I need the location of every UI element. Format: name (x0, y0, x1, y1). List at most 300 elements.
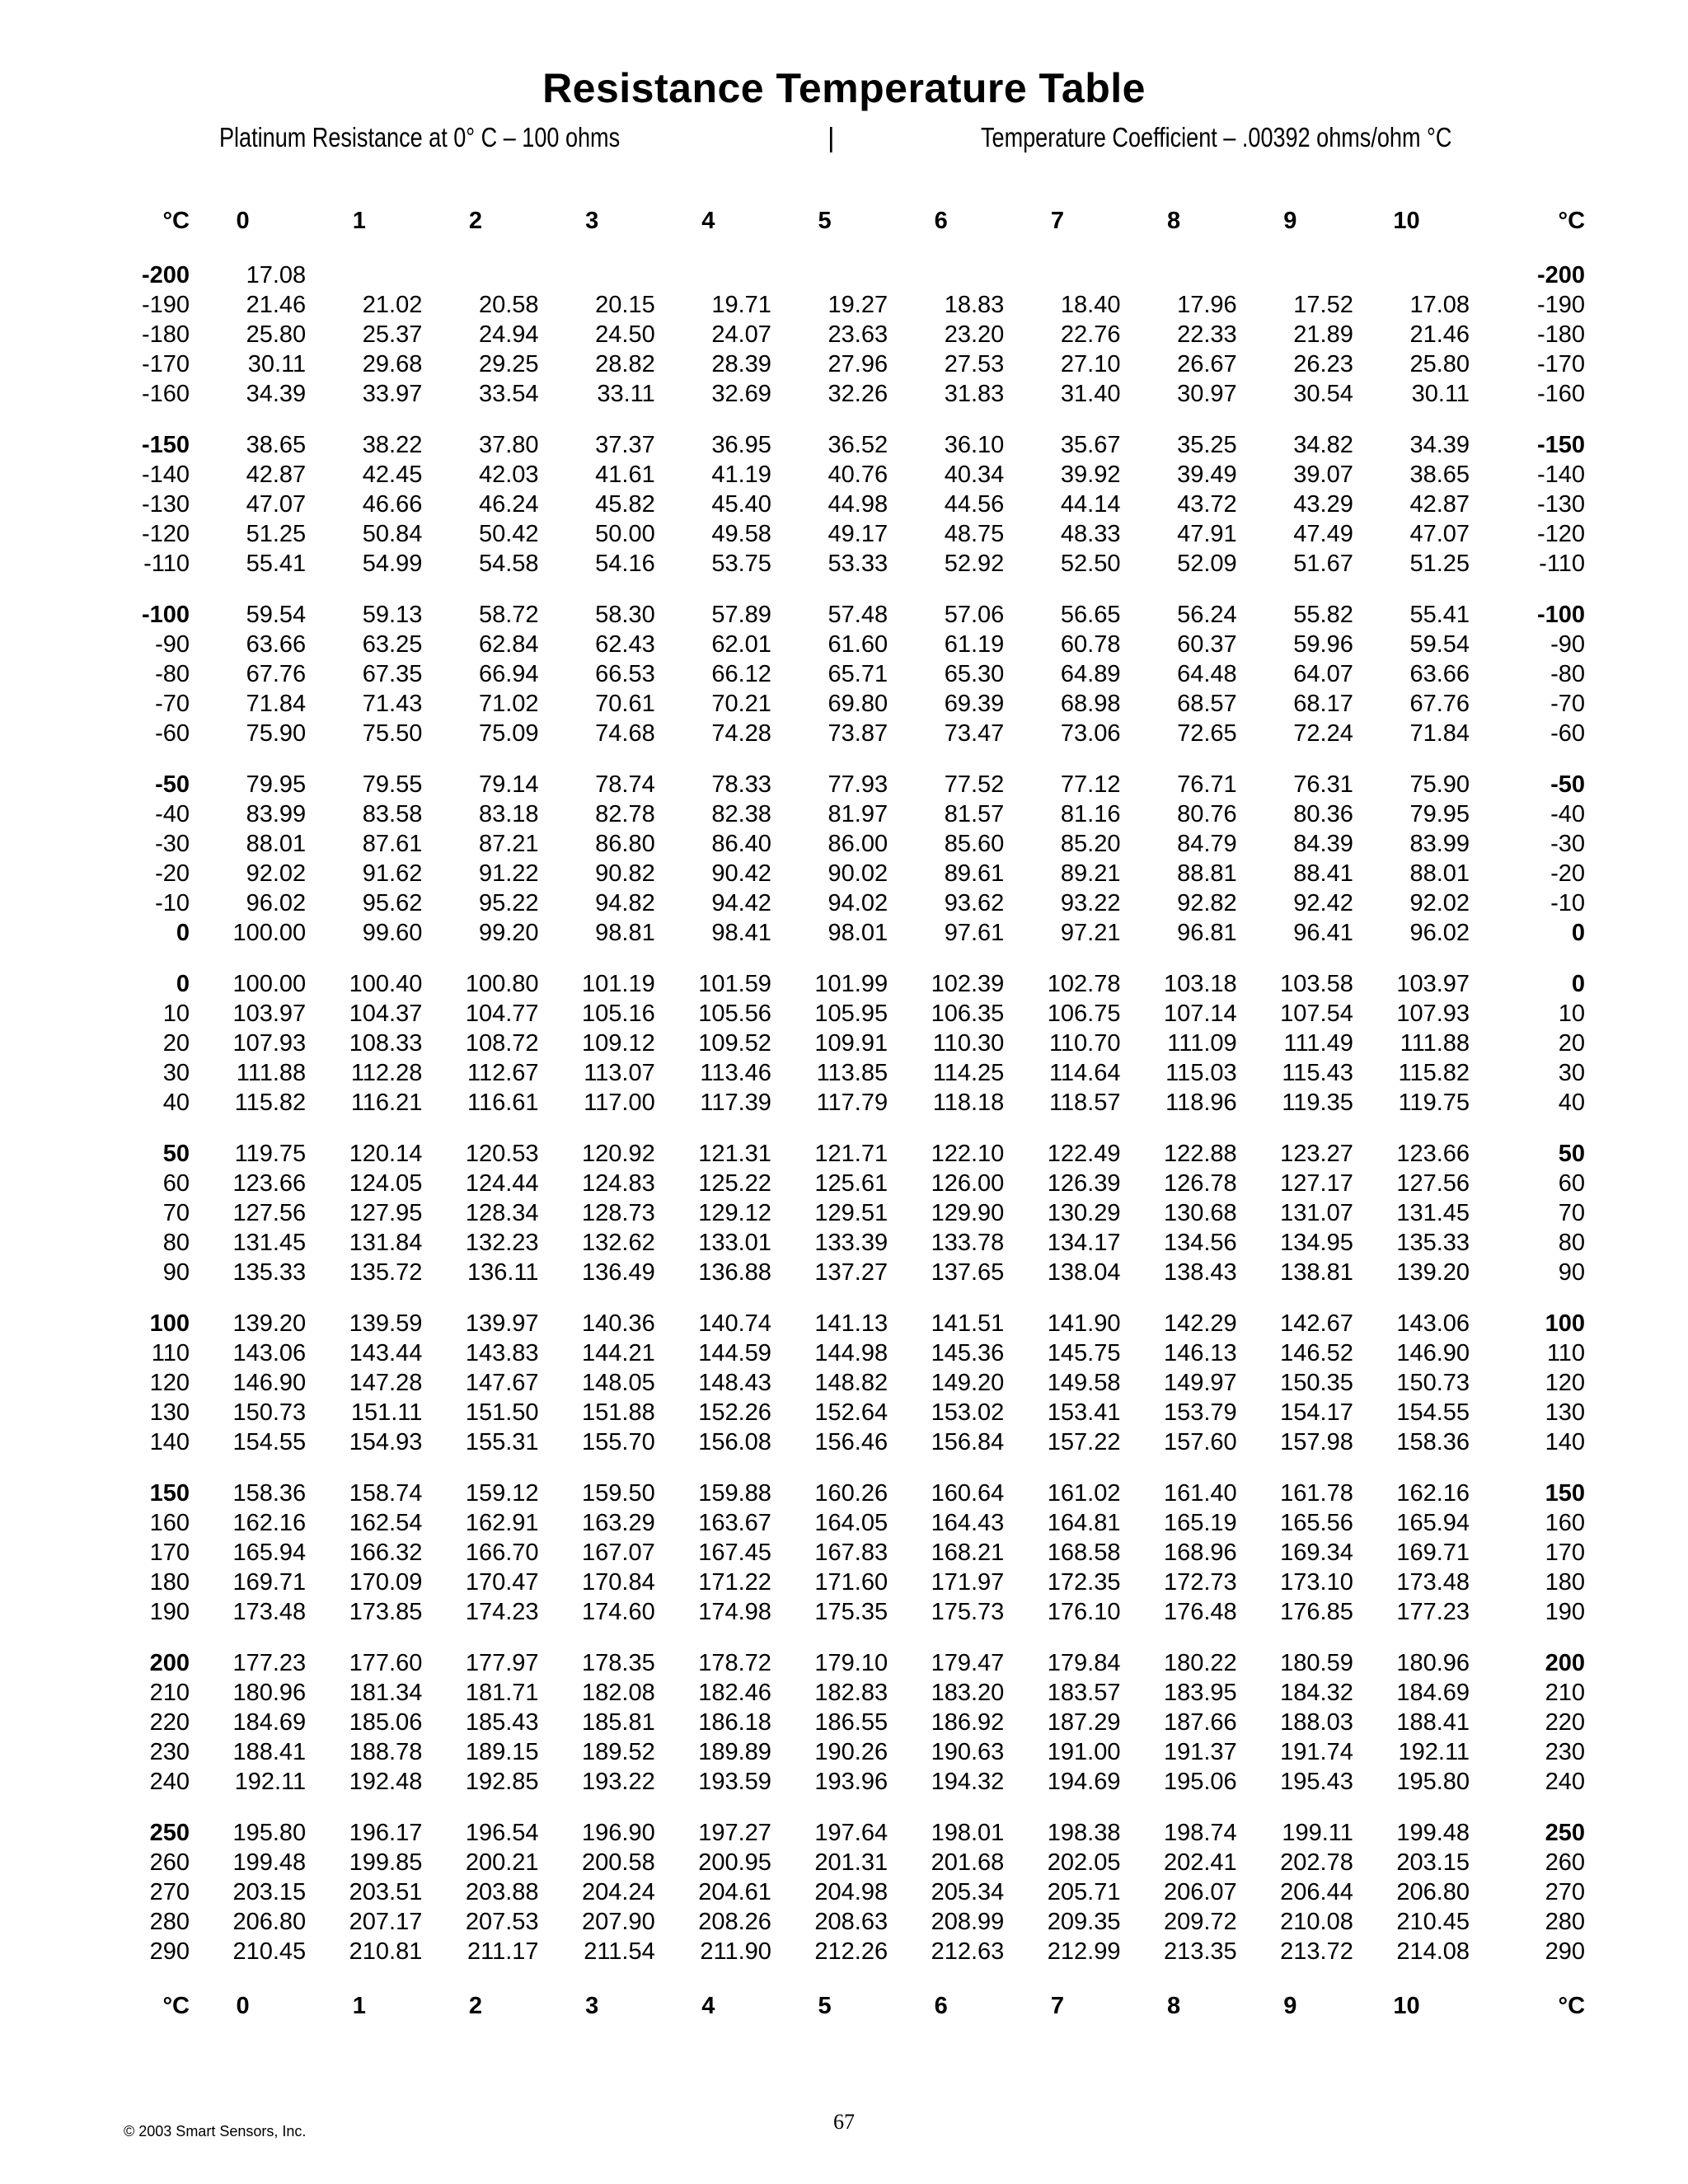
resistance-value: 203.15 (1396, 1849, 1470, 1876)
resistance-value: 141.13 (814, 1310, 889, 1337)
resistance-value: 167.07 (582, 1540, 655, 1566)
resistance-value: 89.61 (944, 860, 1005, 887)
resistance-value: 199.11 (1282, 1820, 1353, 1846)
resistance-value: 150.35 (1280, 1370, 1353, 1396)
resistance-value: 184.69 (1396, 1680, 1470, 1706)
resistance-value: 96.02 (246, 890, 307, 916)
resistance-value: 195.80 (1396, 1769, 1470, 1795)
resistance-value: 54.58 (478, 551, 539, 577)
resistance-value: 140.74 (698, 1310, 771, 1337)
resistance-value: 34.39 (246, 381, 307, 407)
temp-label-left: 170 (149, 1540, 190, 1566)
resistance-value: 170.09 (349, 1569, 423, 1596)
resistance-value: 191.74 (1280, 1739, 1353, 1765)
group-spacer (124, 1627, 1585, 1648)
resistance-value: 42.87 (1409, 491, 1470, 518)
resistance-value: 122.88 (1163, 1141, 1237, 1167)
resistance-value: 55.41 (1409, 602, 1470, 628)
column-header: °C (162, 208, 190, 234)
resistance-value: 140.36 (582, 1310, 655, 1337)
temp-label-right: 150 (1545, 1480, 1586, 1507)
table-row (124, 1737, 1585, 1767)
resistance-value (539, 260, 655, 290)
resistance-value: 68.57 (1177, 691, 1237, 717)
resistance-value: 80.76 (1177, 801, 1237, 827)
resistance-value: 181.71 (465, 1680, 539, 1706)
resistance-value: 201.68 (931, 1849, 1005, 1876)
table-row (124, 1088, 1585, 1118)
resistance-value: 192.11 (1398, 1739, 1470, 1765)
resistance-value: 92.02 (1409, 890, 1470, 916)
resistance-value: 122.10 (931, 1141, 1005, 1167)
resistance-value: 98.01 (828, 920, 889, 946)
resistance-value: 138.43 (1163, 1259, 1237, 1286)
column-header (1237, 1988, 1353, 2024)
resistance-value: 184.69 (232, 1709, 307, 1736)
resistance-value: 132.62 (582, 1230, 655, 1256)
resistance-value: 30.11 (1411, 381, 1470, 407)
resistance-value: 56.65 (1060, 602, 1121, 628)
resistance-value: 175.73 (931, 1599, 1005, 1625)
resistance-value: 109.52 (698, 1030, 771, 1057)
resistance-value (422, 260, 538, 290)
temp-label-left: 150 (149, 1480, 190, 1507)
resistance-value: 160.64 (931, 1480, 1005, 1507)
resistance-value: 84.79 (1177, 831, 1237, 857)
column-header-label: 0 (236, 208, 250, 234)
temp-label-right: -180 (1537, 321, 1586, 348)
table-row (124, 888, 1585, 918)
resistance-value: 33.11 (597, 381, 655, 407)
resistance-value: 83.18 (478, 801, 539, 827)
table-row (124, 349, 1585, 379)
temp-label-left: 230 (149, 1739, 190, 1765)
resistance-value: 150.73 (1396, 1370, 1470, 1396)
resistance-value: 62.43 (595, 631, 655, 658)
column-header: °C (162, 1993, 190, 2019)
column-header-label: 8 (1167, 208, 1181, 234)
temp-label-right: -120 (1537, 521, 1586, 547)
resistance-value: 131.84 (349, 1230, 423, 1256)
temp-label-left: 180 (149, 1569, 190, 1596)
resistance-value: 90.42 (711, 860, 771, 887)
table-row (124, 659, 1585, 689)
spacer-cell (124, 1287, 1585, 1309)
resistance-value: 124.83 (582, 1170, 655, 1197)
resistance-value: 99.60 (362, 920, 423, 946)
temp-label-right: 0 (1571, 971, 1586, 997)
temp-label-left: -180 (141, 321, 190, 348)
resistance-value: 164.05 (814, 1510, 889, 1536)
resistance-value: 146.90 (1396, 1340, 1470, 1366)
resistance-value: 133.39 (814, 1230, 889, 1256)
resistance-value: 105.95 (814, 1001, 889, 1027)
resistance-value: 23.63 (828, 321, 889, 348)
table-row (124, 1198, 1585, 1228)
resistance-value: 88.81 (1177, 860, 1237, 887)
resistance-value: 134.95 (1280, 1230, 1353, 1256)
resistance-value: 81.16 (1060, 801, 1121, 827)
resistance-value: 185.81 (582, 1709, 655, 1736)
resistance-value: 176.10 (1047, 1599, 1121, 1625)
resistance-value: 208.99 (931, 1909, 1005, 1935)
resistance-value: 32.69 (711, 381, 771, 407)
resistance-value: 142.67 (1280, 1310, 1353, 1337)
resistance-value: 51.25 (246, 521, 307, 547)
resistance-value: 44.98 (828, 491, 889, 518)
resistance-value: 212.26 (814, 1938, 889, 1965)
resistance-value: 100.80 (465, 971, 539, 997)
resistance-value: 168.21 (931, 1540, 1005, 1566)
spacer-cell (124, 748, 1585, 770)
resistance-value: 83.99 (1409, 831, 1470, 857)
resistance-value: 153.79 (1163, 1399, 1237, 1426)
table-row (124, 969, 1585, 999)
resistance-value: 131.45 (232, 1230, 307, 1256)
column-header-label: 6 (934, 1993, 948, 2019)
resistance-value: 92.42 (1293, 890, 1353, 916)
resistance-value: 75.50 (362, 720, 423, 747)
spacer-cell (124, 1797, 1585, 1818)
resistance-value: 43.29 (1293, 491, 1353, 518)
temp-label-right: 120 (1545, 1370, 1586, 1396)
resistance-value: 59.54 (246, 602, 307, 628)
resistance-value: 34.39 (1409, 432, 1470, 458)
resistance-value: 154.55 (232, 1429, 307, 1455)
resistance-value: 170.47 (465, 1569, 539, 1596)
resistance-value: 111.88 (1400, 1030, 1470, 1057)
temp-label-left: 160 (149, 1510, 190, 1536)
resistance-value: 28.39 (711, 351, 771, 377)
resistance-value: 145.75 (1047, 1340, 1121, 1366)
temp-label-left: -160 (141, 381, 190, 407)
resistance-value: 36.52 (828, 432, 889, 458)
resistance-value: 121.31 (698, 1141, 771, 1167)
resistance-value: 72.65 (1177, 720, 1237, 747)
resistance-value: 143.06 (1396, 1310, 1470, 1337)
resistance-value: 174.23 (465, 1599, 539, 1625)
resistance-value: 71.84 (246, 691, 307, 717)
resistance-value: 174.60 (582, 1599, 655, 1625)
column-header (190, 1988, 306, 2024)
temp-label-right: -200 (1537, 262, 1586, 288)
temp-label-right: 90 (1558, 1259, 1586, 1286)
group-spacer (124, 1287, 1585, 1309)
resistance-value: 162.91 (465, 1510, 539, 1536)
resistance-value: 117.39 (700, 1090, 771, 1116)
resistance-value: 75.90 (1409, 771, 1470, 798)
temp-label-right: -110 (1539, 551, 1586, 577)
resistance-value: 190.63 (931, 1739, 1005, 1765)
resistance-value: 47.91 (1177, 521, 1237, 547)
group-spacer (124, 409, 1585, 430)
resistance-value: 105.16 (582, 1001, 655, 1027)
resistance-value: 120.14 (349, 1141, 423, 1167)
temp-label-left: 280 (149, 1909, 190, 1935)
resistance-value: 203.15 (232, 1879, 307, 1905)
column-header (888, 203, 1004, 239)
resistance-value: 100.40 (349, 971, 423, 997)
resistance-value: 191.00 (1047, 1739, 1121, 1765)
resistance-value: 151.50 (465, 1399, 539, 1426)
resistance-value: 161.40 (1163, 1480, 1237, 1507)
resistance-value: 185.06 (349, 1709, 423, 1736)
resistance-value: 19.27 (828, 292, 889, 318)
resistance-value: 21.46 (1409, 321, 1470, 348)
resistance-value: 214.08 (1396, 1938, 1470, 1965)
temp-label-right: 10 (1558, 1001, 1586, 1027)
group-spacer (124, 239, 1585, 260)
resistance-value: 193.22 (582, 1769, 655, 1795)
column-header (306, 1988, 422, 2024)
resistance-value: 21.46 (246, 292, 307, 318)
resistance-value: 207.53 (465, 1909, 539, 1935)
resistance-value: 169.71 (232, 1569, 307, 1596)
table-row (124, 1309, 1585, 1338)
resistance-value: 146.90 (232, 1370, 307, 1396)
resistance-value: 164.81 (1047, 1510, 1121, 1536)
resistance-value: 183.57 (1047, 1680, 1121, 1706)
resistance-value: 63.66 (1409, 661, 1470, 687)
resistance-value: 104.37 (349, 1001, 423, 1027)
resistance-value: 212.99 (1047, 1938, 1121, 1965)
temp-label-right: 260 (1545, 1849, 1586, 1876)
resistance-value (306, 260, 422, 290)
resistance-value: 176.85 (1280, 1599, 1353, 1625)
resistance-value: 180.96 (232, 1680, 307, 1706)
resistance-value: 51.67 (1293, 551, 1353, 577)
column-header (771, 203, 888, 239)
resistance-value: 127.56 (1396, 1170, 1470, 1197)
resistance-value: 113.46 (700, 1060, 771, 1086)
resistance-value: 198.38 (1047, 1820, 1121, 1846)
table-row (124, 1907, 1585, 1937)
resistance-value: 135.33 (1396, 1230, 1470, 1256)
group-spacer (124, 1118, 1585, 1139)
resistance-value: 56.24 (1177, 602, 1237, 628)
column-header-label: 4 (701, 1993, 715, 2019)
resistance-value: 116.61 (467, 1090, 539, 1116)
resistance-value: 40.76 (828, 462, 889, 488)
resistance-value: 101.19 (582, 971, 655, 997)
column-header-label: 0 (236, 1993, 250, 2019)
resistance-value: 162.16 (232, 1510, 307, 1536)
resistance-value: 95.62 (362, 890, 423, 916)
resistance-value: 106.75 (1047, 1001, 1121, 1027)
table-row (124, 770, 1585, 799)
resistance-value: 152.26 (698, 1399, 771, 1426)
resistance-value: 48.33 (1060, 521, 1121, 547)
resistance-value: 103.18 (1163, 971, 1237, 997)
temp-label-right: 80 (1558, 1230, 1586, 1256)
resistance-value: 180.96 (1396, 1650, 1470, 1676)
resistance-value: 124.05 (349, 1170, 423, 1197)
column-header (1121, 1988, 1237, 2024)
resistance-value: 145.36 (931, 1340, 1005, 1366)
table-row (124, 1568, 1585, 1597)
resistance-value: 207.17 (349, 1909, 423, 1935)
resistance-value: 195.06 (1163, 1769, 1237, 1795)
resistance-value: 61.19 (944, 631, 1005, 658)
resistance-value: 163.67 (698, 1510, 771, 1536)
resistance-value: 186.55 (814, 1709, 889, 1736)
resistance-value (1004, 260, 1120, 290)
temp-label-right: 170 (1545, 1540, 1586, 1566)
resistance-value: 60.37 (1177, 631, 1237, 658)
resistance-value: 93.22 (1060, 890, 1121, 916)
resistance-value: 144.59 (698, 1340, 771, 1366)
resistance-value: 200.95 (698, 1849, 771, 1876)
resistance-value: 100.00 (232, 920, 307, 946)
resistance-value: 94.42 (711, 890, 771, 916)
resistance-value: 66.53 (595, 661, 655, 687)
resistance-value: 118.96 (1165, 1090, 1237, 1116)
resistance-value: 125.61 (814, 1170, 889, 1197)
resistance-value: 192.85 (465, 1769, 539, 1795)
resistance-value: 99.20 (478, 920, 539, 946)
column-header (655, 1988, 771, 2024)
temp-label-left: -80 (155, 661, 190, 687)
resistance-value: 91.22 (478, 860, 539, 887)
column-header: °C (1558, 208, 1586, 234)
group-spacer (124, 1797, 1585, 1818)
resistance-value: 159.50 (582, 1480, 655, 1507)
resistance-value: 51.25 (1409, 551, 1470, 577)
resistance-value: 205.34 (931, 1879, 1005, 1905)
resistance-value: 50.00 (595, 521, 655, 547)
column-header (771, 1988, 888, 2024)
resistance-value: 155.70 (582, 1429, 655, 1455)
column-header-label: 3 (585, 1993, 599, 2019)
resistance-value: 106.35 (931, 1001, 1005, 1027)
column-header (888, 1988, 1004, 2024)
resistance-value: 86.40 (711, 831, 771, 857)
resistance-value: 22.76 (1060, 321, 1121, 348)
column-header-label: 2 (468, 1993, 483, 2019)
temp-label-left: -130 (141, 491, 190, 518)
temp-label-left: 130 (149, 1399, 190, 1426)
resistance-value: 88.01 (1409, 860, 1470, 887)
resistance-value: 47.07 (1409, 521, 1470, 547)
resistance-value: 188.78 (349, 1739, 423, 1765)
resistance-value: 147.28 (349, 1370, 423, 1396)
resistance-value: 169.71 (1396, 1540, 1470, 1566)
resistance-value: 209.35 (1047, 1909, 1121, 1935)
resistance-value: 126.39 (1047, 1170, 1121, 1197)
resistance-value: 137.27 (814, 1259, 889, 1286)
resistance-value: 24.50 (595, 321, 655, 348)
resistance-value (1353, 260, 1470, 290)
group-spacer (124, 748, 1585, 770)
table-row (124, 1818, 1585, 1848)
resistance-value: 74.68 (595, 720, 655, 747)
resistance-value: 210.45 (232, 1938, 307, 1965)
resistance-value: 89.21 (1060, 860, 1121, 887)
resistance-value: 185.43 (465, 1709, 539, 1736)
header-row-bottom (124, 1988, 1585, 2024)
resistance-value: 213.72 (1280, 1938, 1353, 1965)
resistance-value: 101.99 (814, 971, 889, 997)
table-row (124, 859, 1585, 888)
resistance-value: 141.51 (931, 1310, 1005, 1337)
resistance-value: 114.64 (1048, 1060, 1121, 1086)
table-row (124, 799, 1585, 829)
resistance-value: 211.90 (700, 1938, 771, 1965)
resistance-value: 151.88 (582, 1399, 655, 1426)
resistance-value: 208.26 (698, 1909, 771, 1935)
temp-label-left: 200 (149, 1650, 190, 1676)
resistance-value: 192.11 (234, 1769, 307, 1795)
resistance-value: 49.17 (828, 521, 889, 547)
spacer-cell (124, 579, 1585, 600)
resistance-value: 62.84 (478, 631, 539, 658)
resistance-value: 46.24 (478, 491, 539, 518)
resistance-value: 182.83 (814, 1680, 889, 1706)
resistance-value: 180.22 (1163, 1650, 1237, 1676)
resistance-value: 173.48 (1396, 1569, 1470, 1596)
resistance-value: 83.58 (362, 801, 423, 827)
temp-label-left: -20 (155, 860, 190, 887)
resistance-value: 190.26 (814, 1739, 889, 1765)
resistance-value: 147.67 (465, 1370, 539, 1396)
resistance-value: 166.70 (465, 1540, 539, 1566)
temp-label-left: -100 (141, 602, 190, 628)
resistance-value: 48.75 (944, 521, 1005, 547)
resistance-value: 35.67 (1060, 432, 1121, 458)
resistance-value: 117.79 (816, 1090, 889, 1116)
temp-label-right: -70 (1550, 691, 1586, 717)
resistance-value: 156.84 (931, 1429, 1005, 1455)
resistance-value (771, 260, 888, 290)
resistance-value: 193.59 (698, 1769, 771, 1795)
subtitle-coefficient: Temperature Coefficient – .00392 ohms/ohm °C (981, 122, 1452, 152)
subtitle-separator: | (828, 122, 835, 152)
resistance-value: 17.08 (1409, 292, 1470, 318)
resistance-value: 194.32 (931, 1769, 1005, 1795)
resistance-value: 114.25 (932, 1060, 1005, 1086)
table-row (124, 1648, 1585, 1678)
temp-label-left: 190 (149, 1599, 190, 1625)
spacer-cell (124, 409, 1585, 430)
table-row (124, 320, 1585, 349)
table-row (124, 430, 1585, 460)
resistance-value: 202.78 (1280, 1849, 1353, 1876)
resistance-value: 25.80 (246, 321, 307, 348)
resistance-value: 19.71 (711, 292, 771, 318)
temp-label-left: 100 (149, 1310, 190, 1337)
temp-label-left: 70 (162, 1200, 190, 1226)
resistance-value: 162.16 (1396, 1480, 1470, 1507)
resistance-value: 103.58 (1280, 971, 1353, 997)
temp-label-right: 220 (1545, 1709, 1586, 1736)
resistance-value: 44.56 (944, 491, 1005, 518)
resistance-value: 119.35 (1282, 1090, 1353, 1116)
resistance-value: 68.17 (1293, 691, 1353, 717)
resistance-value: 98.81 (595, 920, 655, 946)
resistance-value: 199.48 (232, 1849, 307, 1876)
resistance-value: 107.54 (1280, 1001, 1353, 1027)
resistance-value: 146.13 (1163, 1340, 1237, 1366)
resistance-value: 111.88 (236, 1060, 307, 1086)
temp-label-right: 200 (1545, 1650, 1586, 1676)
resistance-value: 110.30 (932, 1030, 1005, 1057)
resistance-value: 93.62 (944, 890, 1005, 916)
resistance-value: 68.98 (1060, 691, 1121, 717)
table-row (124, 549, 1585, 579)
copyright: © 2003 Smart Sensors, Inc. (124, 2123, 307, 2139)
resistance-value: 94.82 (595, 890, 655, 916)
spacer-cell (124, 1966, 1585, 1988)
